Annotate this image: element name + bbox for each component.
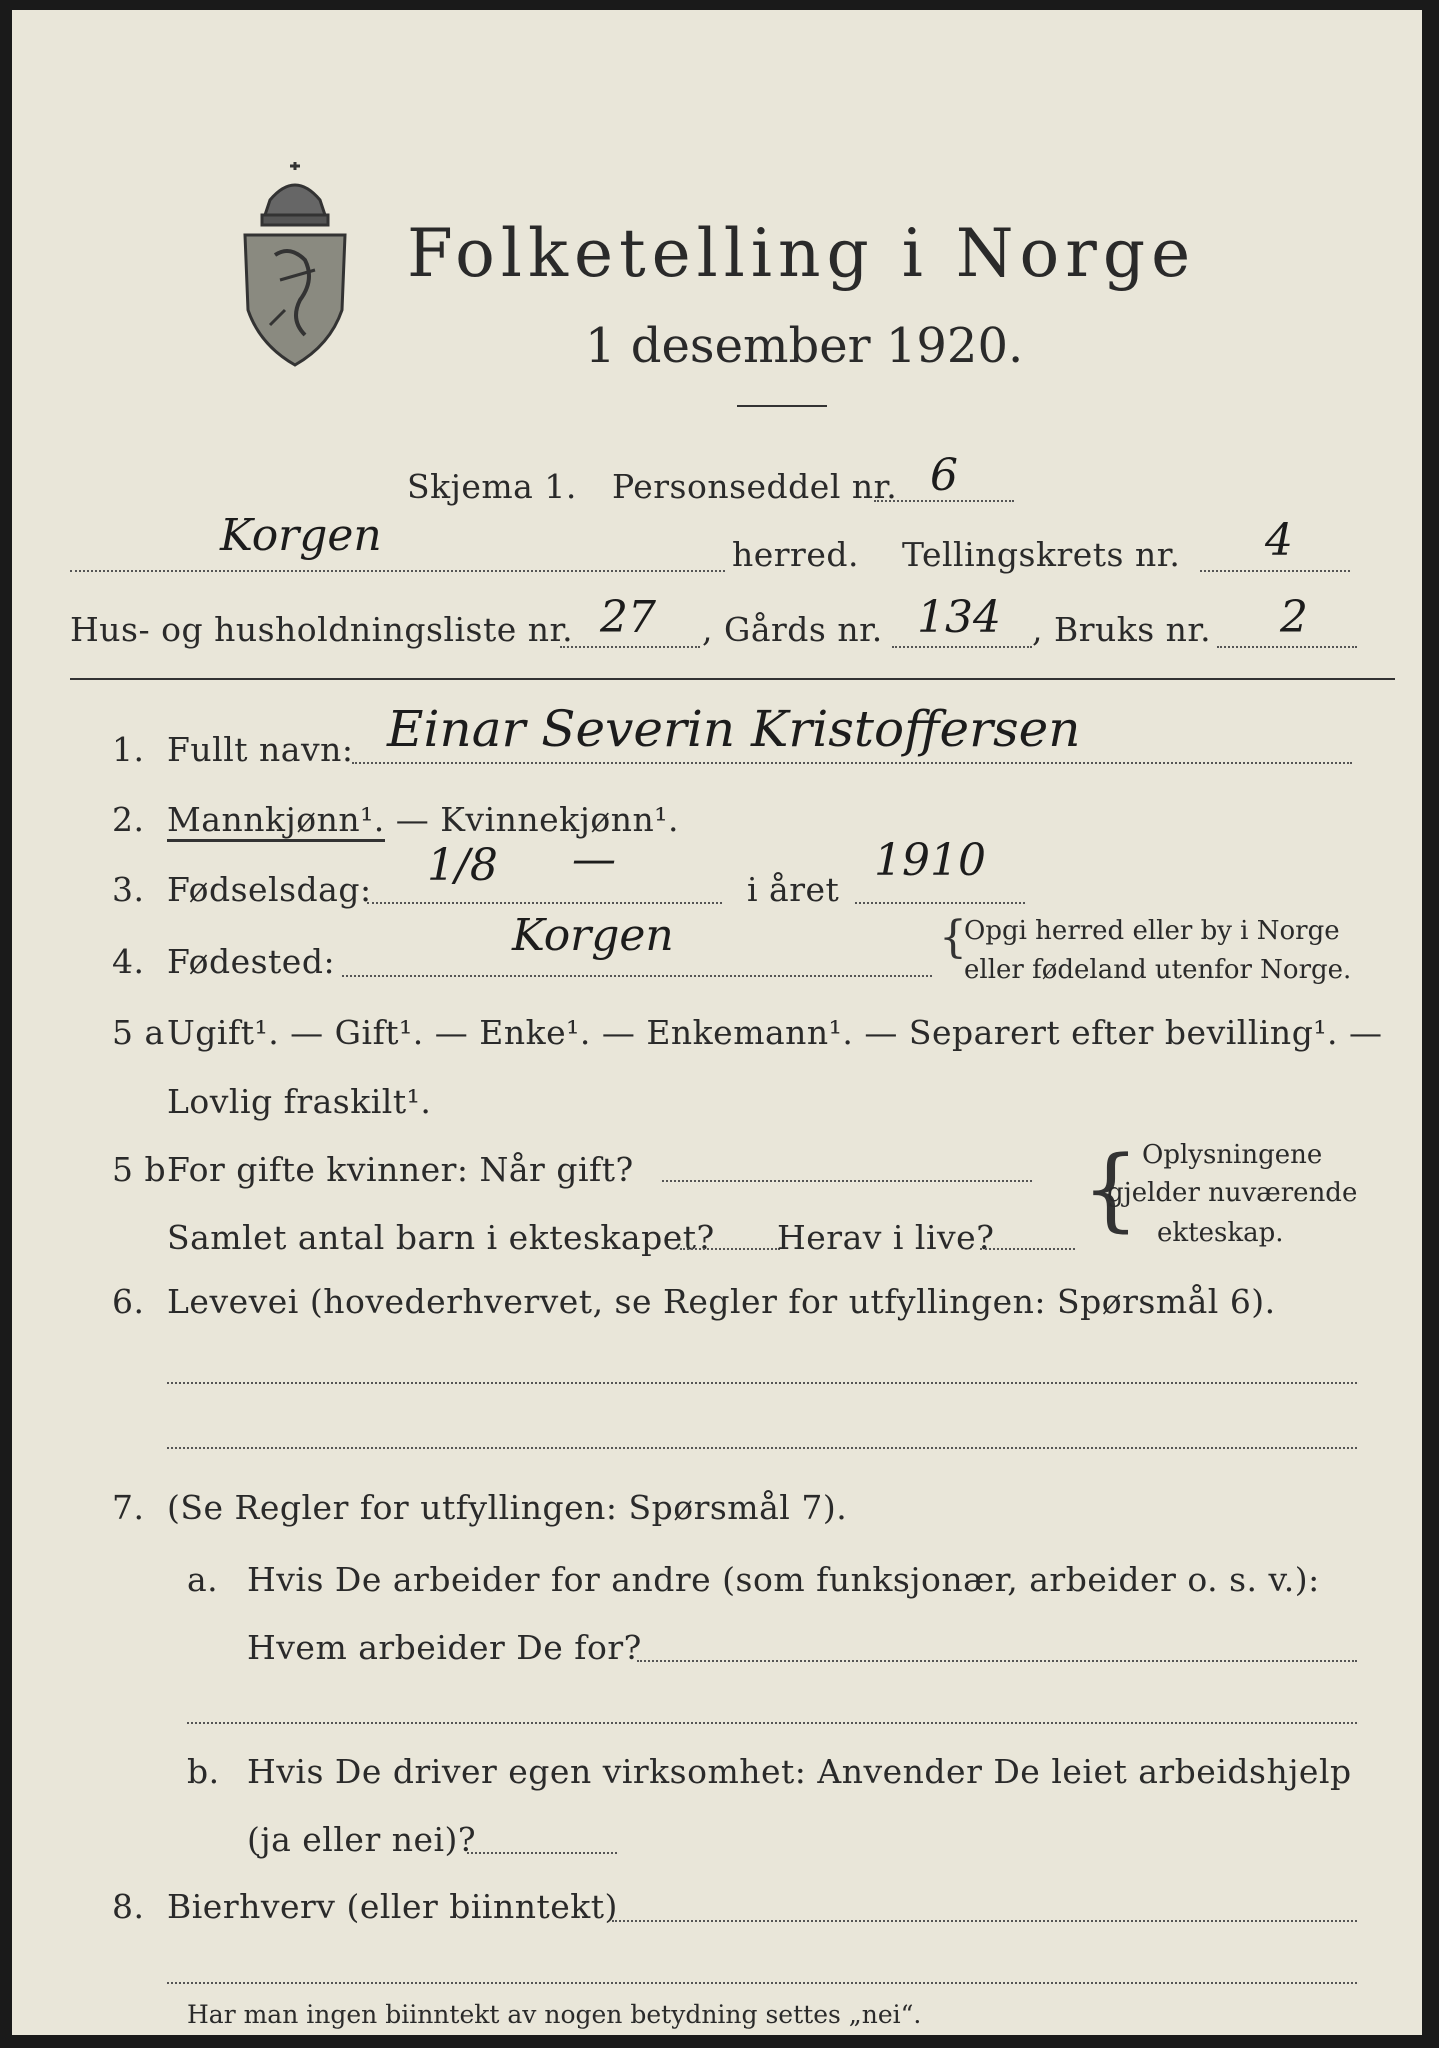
bruks-label: , Bruks nr. <box>1032 610 1212 649</box>
q1-label: Fullt navn: <box>167 730 354 769</box>
q4-label: Fødested: <box>167 942 336 981</box>
hus-value[interactable]: 27 <box>600 592 656 643</box>
gards-value[interactable]: 134 <box>917 592 1001 643</box>
q1-number: 1. <box>112 730 145 769</box>
q3-year-label: i året <box>747 870 840 909</box>
q5b-alive-line[interactable] <box>980 1248 1075 1250</box>
q7a-question: Hvis De arbeider for andre (som funksjonær, arbeider o. s. v.): <box>247 1560 1320 1599</box>
q6-label: Levevei (hovederhvervet, se Regler for utfyllingen: Spørsmål 6). <box>167 1282 1276 1321</box>
census-form-sheet <box>12 10 1422 2035</box>
q3-year-line <box>855 902 1025 904</box>
q4-note-line2: eller fødeland utenfor Norge. <box>964 955 1352 985</box>
herred-line <box>70 570 725 572</box>
q7a-extra-line[interactable] <box>187 1722 1357 1724</box>
q1-line <box>352 762 1352 764</box>
q8-number: 8. <box>112 1887 145 1926</box>
q7-label: (Se Regler for utfyllingen: Spørsmål 7). <box>167 1488 848 1527</box>
tellingskrets-label: Tellingskrets nr. <box>902 535 1181 574</box>
q4-note-line1: Opgi herred eller by i Norge <box>964 916 1340 946</box>
q4-line <box>342 975 932 977</box>
q2-separator: — <box>384 800 441 839</box>
q6-line2[interactable] <box>167 1447 1357 1449</box>
title-divider <box>737 405 827 407</box>
norwegian-coat-of-arms-icon <box>230 160 360 370</box>
bruks-line <box>1217 646 1357 648</box>
q3-birthday-value[interactable]: 1/8 <box>427 840 498 891</box>
q2-female-option[interactable]: Kvinnekjønn¹. <box>440 800 679 839</box>
q3-birthday-line <box>367 902 722 904</box>
q5a-number: 5 a <box>112 1013 165 1052</box>
q7b-question: Hvis De driver egen virksomhet: Anvender De leiet arbeidshjelp <box>247 1752 1352 1791</box>
hus-label: Hus- og husholdningsliste nr. <box>70 610 574 649</box>
q3-label: Fødselsdag: <box>167 870 372 909</box>
hus-line <box>560 646 700 648</box>
skjema-label: Skjema 1. <box>407 467 577 506</box>
q4-birthplace-value[interactable]: Korgen <box>512 910 674 961</box>
q5a-options-line1[interactable]: Ugift¹. — Gift¹. — Enke¹. — Enkemann¹. — Separert efter bevilling¹. — <box>167 1013 1383 1052</box>
herred-label: herred. <box>732 535 859 574</box>
q6-line1[interactable] <box>167 1382 1357 1384</box>
q7b-number: b. <box>187 1752 220 1791</box>
q4-note-brace: { <box>939 912 967 963</box>
q7a-employer-line[interactable] <box>637 1660 1357 1662</box>
q1-full-name-value[interactable]: Einar Severin Kristoffersen <box>387 700 1081 758</box>
q6-number: 6. <box>112 1282 145 1321</box>
q3-number: 3. <box>112 870 145 909</box>
q5b-note-line1: Oplysningene <box>1142 1140 1323 1170</box>
q7a-number: a. <box>187 1560 219 1599</box>
gards-label: , Gårds nr. <box>702 610 883 649</box>
q5b-note-brace: { <box>1082 1137 1140 1242</box>
q5b-married-when-line[interactable] <box>662 1180 1032 1182</box>
q3-year-value[interactable]: 1910 <box>874 835 986 886</box>
header-separator <box>70 678 1395 680</box>
q5b-note-line2: gjelder nuværende <box>1107 1178 1358 1208</box>
q5b-children-line[interactable] <box>680 1248 780 1250</box>
q7b-hired-help-label: (ja eller nei)? <box>247 1820 477 1859</box>
q5b-alive-label: Herav i live? <box>777 1218 995 1257</box>
herred-value[interactable]: Korgen <box>220 510 382 561</box>
personseddel-value[interactable]: 6 <box>930 450 958 501</box>
tellingskrets-value[interactable]: 4 <box>1265 515 1293 566</box>
tellingskrets-line <box>1200 570 1350 572</box>
form-date: 1 desember 1920. <box>585 318 1024 374</box>
q3-dash-mark: — <box>572 834 616 885</box>
q2-number: 2. <box>112 800 145 839</box>
footer-note: Har man ingen biinntekt av nogen betydning settes „nei“. <box>187 2000 922 2029</box>
q2-male-option[interactable]: Mannkjønn¹. <box>167 800 385 842</box>
gards-line <box>892 646 1032 648</box>
form-title: Folketelling i Norge <box>407 215 1197 292</box>
q4-number: 4. <box>112 942 145 981</box>
q5b-children-label: Samlet antal barn i ekteskapet? <box>167 1218 715 1257</box>
q8-line1[interactable] <box>612 1920 1357 1922</box>
q5b-note-line3: ekteskap. <box>1157 1218 1284 1248</box>
personseddel-label: Personseddel nr. <box>612 467 898 506</box>
bruks-value[interactable]: 2 <box>1280 592 1308 643</box>
q5b-number: 5 b <box>112 1150 167 1189</box>
q5b-married-when-label: For gifte kvinner: Når gift? <box>167 1150 634 1189</box>
q7a-employer-label: Hvem arbeider De for? <box>247 1628 642 1667</box>
q7b-hired-help-line[interactable] <box>467 1852 617 1854</box>
q7-number: 7. <box>112 1488 145 1527</box>
q8-label: Bierhverv (eller biinntekt) <box>167 1887 618 1926</box>
q5a-options-line2[interactable]: Lovlig fraskilt¹. <box>167 1082 432 1121</box>
q8-line2[interactable] <box>167 1982 1357 1984</box>
